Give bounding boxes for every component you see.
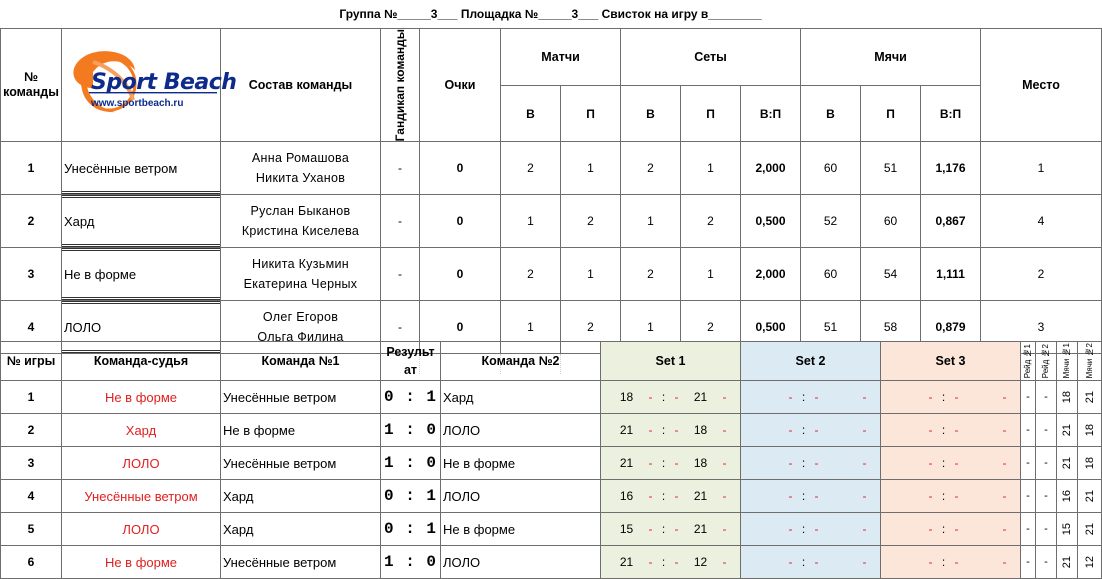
header-set1: Set 1	[601, 342, 741, 381]
header-matches: Матчи	[501, 29, 621, 86]
game-row	[1, 513, 1102, 546]
ref2-value: -	[1036, 480, 1057, 513]
judge-team: ЛОЛО	[62, 513, 221, 546]
balls2-value: 21	[1078, 381, 1102, 414]
header-balls-ratio: В:П	[921, 85, 981, 142]
set3-score: - : - -	[881, 381, 1021, 414]
game-number: 4	[1, 480, 62, 513]
header-team1: Команда №1	[221, 342, 381, 381]
ref2-value: -	[1036, 546, 1057, 579]
matches-won: 2	[501, 248, 561, 301]
set3-score: - : - -	[881, 546, 1021, 579]
ref2-value: -	[1036, 447, 1057, 480]
team2-name: Не в форме	[441, 513, 601, 546]
balls-won: 60	[801, 142, 861, 195]
team1-name: Хард	[221, 513, 381, 546]
header-team2: Команда №2	[441, 342, 601, 381]
set1-score: 16 - : - 21 -	[601, 480, 741, 513]
header-balls-lost: П	[861, 85, 921, 142]
game-number: 2	[1, 414, 62, 447]
team-roster: Никита Кузьмин Екатерина Черных	[221, 248, 381, 301]
balls-ratio: 0,879	[921, 301, 981, 354]
set2-score: - : - -	[741, 546, 881, 579]
team1-name: Не в форме	[221, 414, 381, 447]
header-team-no: № команды	[1, 29, 62, 142]
set3-score: - : - -	[881, 480, 1021, 513]
header-sets-won: В	[621, 85, 681, 142]
sets-lost: 1	[681, 142, 741, 195]
game-result: 1 : 0	[381, 546, 441, 579]
team1-name: Унесённые ветром	[221, 546, 381, 579]
team1-name: Унесённые ветром	[221, 381, 381, 414]
set1-score: 18 - : - 21 -	[601, 381, 741, 414]
header-roster: Состав команды	[221, 29, 381, 142]
place-value: 4	[981, 195, 1102, 248]
logo-brand: Sport Beach	[91, 70, 237, 96]
set3-score: - : - -	[881, 513, 1021, 546]
header-set2: Set 2	[741, 342, 881, 381]
balls2-value: 21	[1078, 513, 1102, 546]
header-balls-won: В	[801, 85, 861, 142]
team2-name: ЛОЛО	[441, 480, 601, 513]
judge-team: ЛОЛО	[62, 447, 221, 480]
sets-lost: 2	[681, 301, 741, 354]
game-number: 1	[1, 381, 62, 414]
ref1-value: -	[1021, 513, 1036, 546]
set2-score: - : - -	[741, 381, 881, 414]
team-number: 3	[1, 248, 62, 301]
game-number: 5	[1, 513, 62, 546]
sets-won: 2	[621, 248, 681, 301]
matches-won: 2	[501, 142, 561, 195]
set1-score: 21 - : - 18 -	[601, 447, 741, 480]
balls-won: 51	[801, 301, 861, 354]
place-value: 2	[981, 248, 1102, 301]
place-value: 3	[981, 301, 1102, 354]
balls-lost: 58	[861, 301, 921, 354]
balls2-value: 18	[1078, 414, 1102, 447]
balls2-value: 18	[1078, 447, 1102, 480]
points-value: 0	[420, 301, 501, 354]
game-row	[1, 414, 1102, 447]
team-roster: Анна Ромашова Никита Уханов	[221, 142, 381, 195]
balls-lost: 54	[861, 248, 921, 301]
sets-lost: 1	[681, 248, 741, 301]
ref2-value: -	[1036, 513, 1057, 546]
header-sets: Сеты	[621, 29, 801, 86]
sets-ratio: 0,500	[741, 301, 801, 354]
judge-team: Унесённые ветром	[62, 480, 221, 513]
game-row	[1, 546, 1102, 579]
sets-ratio: 2,000	[741, 142, 801, 195]
points-value: 0	[420, 195, 501, 248]
game-result: 0 : 1	[381, 480, 441, 513]
balls-ratio: 0,867	[921, 195, 981, 248]
balls-ratio: 1,111	[921, 248, 981, 301]
header-game-no: № игры	[1, 342, 62, 381]
points-value: 0	[420, 142, 501, 195]
handicap-value: -	[381, 142, 420, 195]
balls1-value: 15	[1057, 513, 1078, 546]
team2-name: Хард	[441, 381, 601, 414]
standings-row	[1, 142, 1102, 195]
header-place: Место	[981, 29, 1102, 142]
balls2-value: 21	[1078, 480, 1102, 513]
header-judge: Команда-судья	[62, 342, 221, 381]
header-matches-lost: П	[561, 85, 621, 142]
team2-name: Не в форме	[441, 447, 601, 480]
sets-ratio: 0,500	[741, 195, 801, 248]
balls1-value: 21	[1057, 414, 1078, 447]
balls1-value: 21	[1057, 447, 1078, 480]
team-number: 4	[1, 301, 62, 354]
balls-lost: 60	[861, 195, 921, 248]
team1-name: Хард	[221, 480, 381, 513]
matches-lost: 1	[561, 142, 621, 195]
set1-score: 15 - : - 21 -	[601, 513, 741, 546]
team-number: 2	[1, 195, 62, 248]
team-name: Хард	[62, 195, 221, 248]
set1-score: 21 - : - 12 -	[601, 546, 741, 579]
place-value: 1	[981, 142, 1102, 195]
sets-won: 1	[621, 195, 681, 248]
header-ref2: Рейд №2	[1036, 342, 1057, 381]
balls-ratio: 1,176	[921, 142, 981, 195]
balls-won: 52	[801, 195, 861, 248]
matches-lost: 1	[561, 248, 621, 301]
game-result: 1 : 0	[381, 447, 441, 480]
set2-score: - : - -	[741, 447, 881, 480]
balls2-value: 12	[1078, 546, 1102, 579]
games-table	[0, 341, 1102, 579]
judge-team: Не в форме	[62, 381, 221, 414]
game-number: 6	[1, 546, 62, 579]
matches-won: 1	[501, 195, 561, 248]
game-result: 0 : 1	[381, 381, 441, 414]
logo	[62, 29, 237, 142]
handicap-value: -	[381, 301, 420, 354]
handicap-value: -	[381, 195, 420, 248]
game-number: 3	[1, 447, 62, 480]
matches-won: 1	[501, 301, 561, 354]
sets-ratio: 2,000	[741, 248, 801, 301]
team-roster: Руслан Быканов Кристина Киселева	[221, 195, 381, 248]
ref2-value: -	[1036, 414, 1057, 447]
set3-score: - : - -	[881, 414, 1021, 447]
ref1-value: -	[1021, 381, 1036, 414]
judge-team: Хард	[62, 414, 221, 447]
ref1-value: -	[1021, 546, 1036, 579]
game-row	[1, 381, 1102, 414]
balls1-value: 16	[1057, 480, 1078, 513]
header-points: Очки	[420, 29, 501, 142]
header-sets-ratio: В:П	[741, 85, 801, 142]
judge-team: Не в форме	[62, 546, 221, 579]
logo-url: www.sportbeach.ru	[91, 98, 184, 110]
set2-score: - : - -	[741, 480, 881, 513]
team-number: 1	[1, 142, 62, 195]
game-result: 0 : 1	[381, 513, 441, 546]
game-row	[1, 480, 1102, 513]
sets-won: 2	[621, 142, 681, 195]
header-sets-lost: П	[681, 85, 741, 142]
header-set3: Set 3	[881, 342, 1021, 381]
sets-won: 1	[621, 301, 681, 354]
header-balls: Мячи	[801, 29, 981, 86]
team-roster: Олег Егоров Ольга Филина	[221, 301, 381, 354]
balls1-value: 21	[1057, 546, 1078, 579]
game-result: 1 : 0	[381, 414, 441, 447]
set2-score: - : - -	[741, 414, 881, 447]
team2-name: ЛОЛО	[441, 414, 601, 447]
sheet-title: Группа №_____3___ Площадка №_____3___ Свисток на игру в________	[339, 7, 762, 21]
standings-row	[1, 195, 1102, 248]
ref1-value: -	[1021, 480, 1036, 513]
handicap-value: -	[381, 248, 420, 301]
matches-lost: 2	[561, 301, 621, 354]
set3-score: - : - -	[881, 447, 1021, 480]
set2-score: - : - -	[741, 513, 881, 546]
points-value: 0	[420, 248, 501, 301]
header-balls2: Мячи №2	[1078, 342, 1102, 381]
ref1-value: -	[1021, 447, 1036, 480]
header-ref1: Рейд №1	[1021, 342, 1036, 381]
games-header-row	[1, 342, 1102, 381]
header-result: Результат	[381, 342, 441, 381]
team-name: ЛОЛО	[62, 301, 221, 354]
team2-name: ЛОЛО	[441, 546, 601, 579]
header-matches-won: В	[501, 85, 561, 142]
header-balls1: Мячи №1	[1057, 342, 1078, 381]
team1-name: Унесённые ветром	[221, 447, 381, 480]
balls1-value: 18	[1057, 381, 1078, 414]
set1-score: 21 - : - 18 -	[601, 414, 741, 447]
game-row	[1, 447, 1102, 480]
ref1-value: -	[1021, 414, 1036, 447]
team-name: Унесённые ветром	[62, 142, 221, 195]
balls-lost: 51	[861, 142, 921, 195]
header-handicap: Гандикап команды	[381, 29, 420, 142]
sets-lost: 2	[681, 195, 741, 248]
team-name: Не в форме	[62, 248, 221, 301]
balls-won: 60	[801, 248, 861, 301]
standings-row	[1, 248, 1102, 301]
matches-lost: 2	[561, 195, 621, 248]
ref2-value: -	[1036, 381, 1057, 414]
standings-table	[0, 28, 1102, 374]
